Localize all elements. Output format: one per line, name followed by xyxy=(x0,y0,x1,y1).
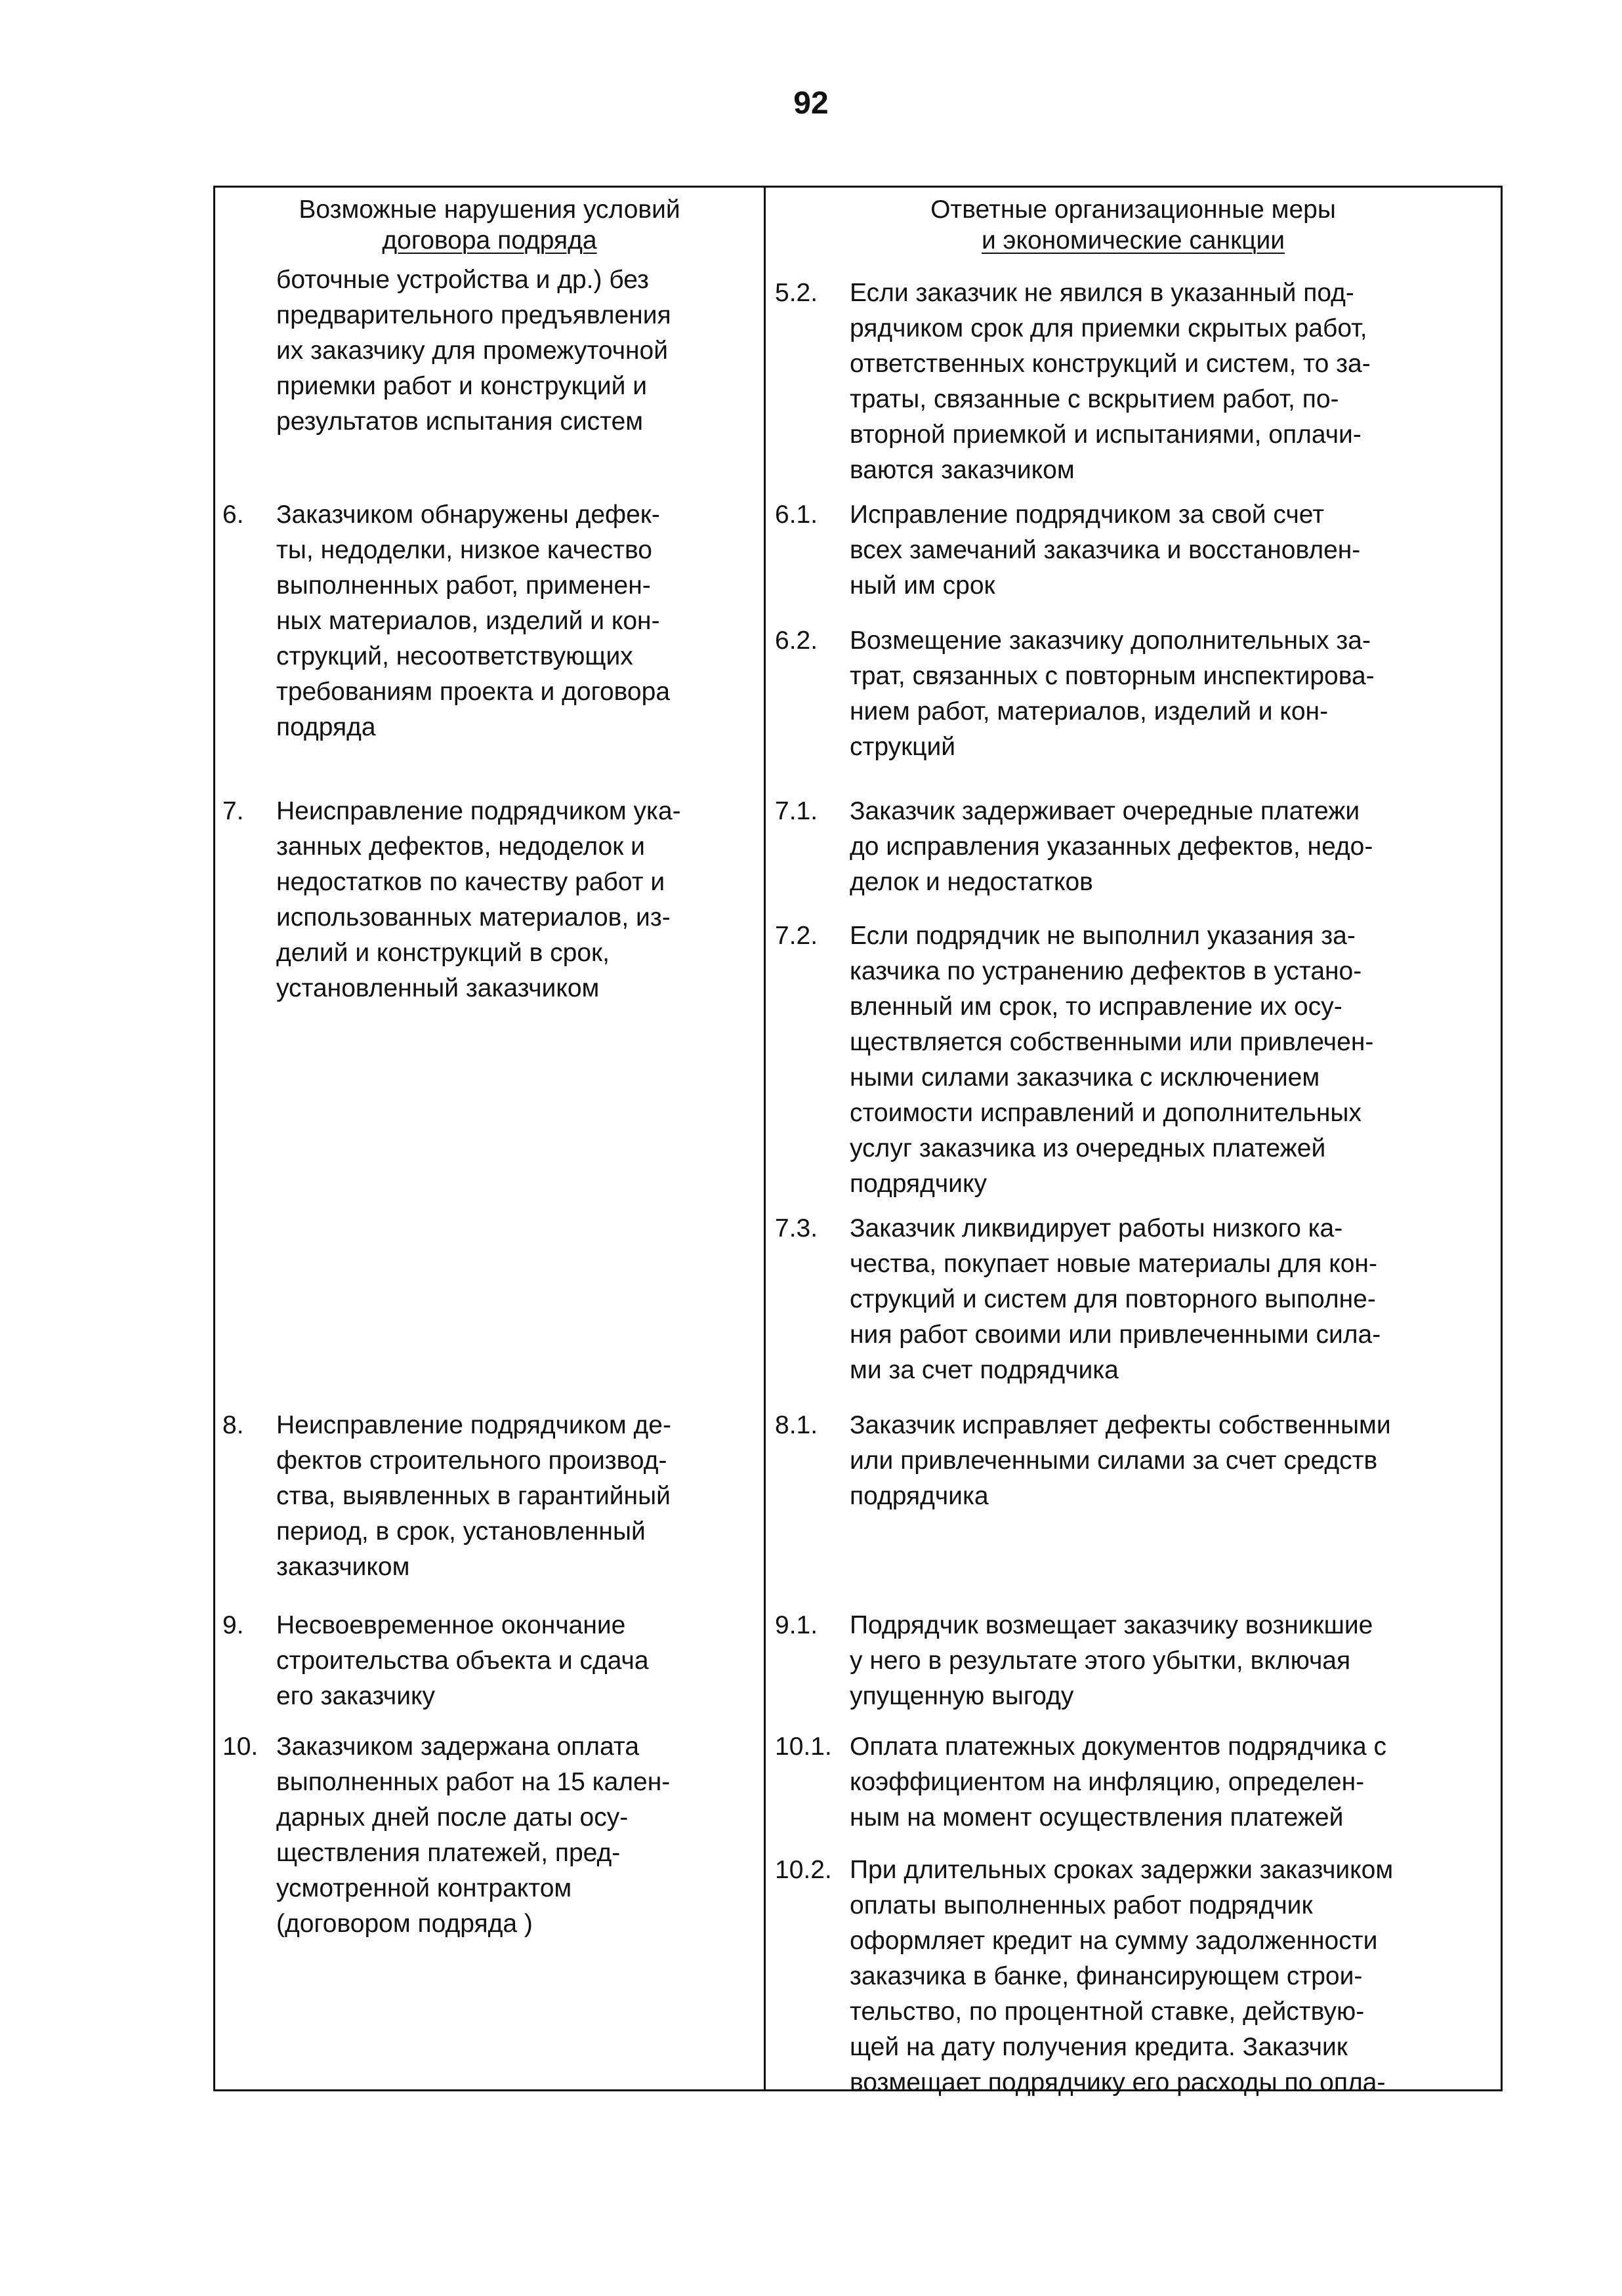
text-line: коэффициентом на инфляцию, определен- xyxy=(850,1768,1365,1796)
item-number: 6. xyxy=(222,501,244,529)
text-line: боточные устройства и др.) без xyxy=(276,266,649,294)
item-number: 7.3. xyxy=(775,1214,818,1242)
text-line: траты, связанные с вскрытием работ, по- xyxy=(850,385,1339,413)
text-line: ты, недоделки, низкое качество xyxy=(276,536,652,564)
text-line: выполненных работ на 15 кален- xyxy=(276,1768,671,1796)
violation-item xyxy=(222,1729,671,1942)
header-violations xyxy=(215,188,764,258)
item-number: 8.1. xyxy=(775,1411,818,1439)
text-line: трат, связанных с повторным инспектирова- xyxy=(850,662,1375,690)
text-line: ния работ своими или привлеченными сила- xyxy=(850,1321,1381,1349)
item-number: 9.1. xyxy=(775,1611,818,1639)
text-line: Заказчик исправляет дефекты собственными xyxy=(850,1411,1391,1439)
item-number: 10.2. xyxy=(775,1856,832,1884)
text-line: результатов испытания систем xyxy=(276,407,644,436)
measure-item xyxy=(775,1608,1373,1714)
text-line: вторной приемкой и испытаниями, оплачи- xyxy=(850,420,1362,449)
header-line: договора подряда xyxy=(382,226,597,255)
text-line: нием работ, материалов, изделий и кон- xyxy=(850,697,1329,726)
text-line: Заказчиком обнаружены дефек- xyxy=(276,501,660,529)
text-line: требованиям проекта и договора xyxy=(276,678,671,706)
text-line: ми за счет подрядчика xyxy=(850,1356,1119,1384)
text-line: оформляет кредит на сумму задолженности xyxy=(850,1927,1378,1955)
text-line: выполненных работ, применен- xyxy=(276,571,651,600)
measure-item xyxy=(775,276,1371,488)
text-line: вленный им срок, то исправление их осу- xyxy=(850,993,1342,1021)
text-line: ный им срок xyxy=(850,571,995,600)
text-line: ства, выявленных в гарантийный xyxy=(276,1482,671,1510)
text-line: строительства объекта и сдача xyxy=(276,1647,649,1675)
text-line: щей на дату получения кредита. Заказчик xyxy=(850,2033,1348,2061)
page-number: 92 xyxy=(793,86,829,121)
text-line: Неисправление подрядчиком ука- xyxy=(276,797,681,825)
text-line: дарных дней после даты осу- xyxy=(276,1803,629,1832)
text-line: Оплата платежных документов подрядчика с xyxy=(850,1732,1386,1761)
text-line: заказчика в банке, финансирующем строи- xyxy=(850,1962,1363,1990)
text-line: до исправления указанных дефектов, недо- xyxy=(850,832,1373,861)
measure-item xyxy=(775,1408,1391,1514)
text-line: рядчиком срок для приемки скрытых работ, xyxy=(850,314,1367,342)
text-line: Возмещение заказчику дополнительных за- xyxy=(850,626,1371,655)
measure-item xyxy=(775,623,1375,765)
item-number: 6.1. xyxy=(775,501,818,529)
item-number: 7.1. xyxy=(775,797,818,825)
text-line: предварительного предъявления xyxy=(276,301,671,329)
violation-item xyxy=(222,794,681,1006)
text-line: недостатков по качеству работ и xyxy=(276,868,665,896)
item-number: 9. xyxy=(222,1611,244,1639)
measure-item xyxy=(775,1729,1386,1835)
text-line: возмещает подрядчику его расходы по опла- xyxy=(850,2068,1386,2097)
item-number: 7.2. xyxy=(775,922,818,950)
text-line: ваются заказчиком xyxy=(850,456,1075,484)
item-number: 10. xyxy=(222,1732,259,1761)
violation-item xyxy=(222,497,671,745)
text-line: делок и недостатков xyxy=(850,868,1093,896)
text-line: Заказчик задерживает очередные платежи xyxy=(850,797,1360,825)
text-line: Заказчик ликвидирует работы низкого ка- xyxy=(850,1214,1343,1242)
text-line: тельство, по процентной ставке, действую- xyxy=(850,1998,1365,2026)
text-line: стоимости исправлений и дополнительных xyxy=(850,1099,1362,1127)
measure-item xyxy=(775,1211,1381,1388)
text-line: ществления платежей, пред- xyxy=(276,1839,621,1867)
violation-item xyxy=(222,1608,649,1714)
text-line: их заказчику для промежуточной xyxy=(276,337,669,365)
text-line: ответственных конструкций и систем, то за- xyxy=(850,350,1371,378)
header-line: и экономические санкции xyxy=(981,226,1285,255)
text-line: Несвоевременное окончание xyxy=(276,1611,626,1639)
text-line: чества, покупает новые материалы для кон- xyxy=(850,1250,1377,1278)
text-line: Если заказчик не явился в указанный под- xyxy=(850,279,1354,307)
text-line: фектов строительного производ- xyxy=(276,1446,667,1475)
text-line: его заказчику xyxy=(276,1682,436,1710)
measure-item xyxy=(775,497,1361,604)
text-line: Подрядчик возмещает заказчику возникшие xyxy=(850,1611,1373,1639)
text-line: казчика по устранению дефектов в устано- xyxy=(850,957,1362,985)
text-line: услуг заказчика из очередных платежей xyxy=(850,1134,1326,1162)
text-line: или привлеченными силами за счет средств xyxy=(850,1446,1378,1475)
text-line: у него в результате этого убытки, включая xyxy=(850,1647,1351,1675)
measure-item xyxy=(775,918,1374,1202)
text-line: подряда xyxy=(276,713,376,741)
text-line: Неисправление подрядчиком де- xyxy=(276,1411,671,1439)
item-number: 8. xyxy=(222,1411,244,1439)
violation-item xyxy=(276,262,671,440)
text-line: заказчиком xyxy=(276,1553,410,1581)
text-line: усмотренной контрактом xyxy=(276,1874,572,1902)
text-line: Если подрядчик не выполнил указания за- xyxy=(850,922,1356,950)
violation-item xyxy=(222,1408,671,1585)
text-line: упущенную выгоду xyxy=(850,1682,1074,1710)
text-line: делий и конструкций в срок, xyxy=(276,939,610,967)
header-measures xyxy=(766,188,1501,258)
column-divider xyxy=(764,188,766,2089)
text-line: подрядчика xyxy=(850,1482,989,1510)
measure-item xyxy=(775,794,1373,900)
text-line: ных материалов, изделий и кон- xyxy=(276,607,660,635)
text-line: ществляется собственными или привлечен- xyxy=(850,1028,1374,1056)
text-line: использованных материалов, из- xyxy=(276,903,671,932)
text-line: При длительных сроках задержки заказчиком xyxy=(850,1856,1394,1884)
measure-item xyxy=(775,1853,1394,2101)
text-line: Исправление подрядчиком за свой счет xyxy=(850,501,1325,529)
item-number: 6.2. xyxy=(775,626,818,655)
text-line: струкций и систем для повторного выполне- xyxy=(850,1285,1376,1313)
item-number: 5.2. xyxy=(775,279,818,307)
text-line: ным на момент осуществления платежей xyxy=(850,1803,1344,1832)
header-line: Возможные нарушения условий xyxy=(299,195,680,224)
header-line: Ответные организационные меры xyxy=(930,195,1336,224)
text-line: струкций, несоответствующих xyxy=(276,642,633,670)
text-line: подрядчику xyxy=(850,1170,987,1198)
violations-measures-table xyxy=(213,186,1503,2097)
text-line: Заказчиком задержана оплата xyxy=(276,1732,640,1761)
text-line: приемки работ и конструкций и xyxy=(276,372,648,400)
text-line: занных дефектов, недоделок и xyxy=(276,832,645,861)
item-number: 7. xyxy=(222,797,244,825)
text-line: струкций xyxy=(850,733,956,761)
text-line: период, в срок, установленный xyxy=(276,1517,646,1546)
text-line: всех замечаний заказчика и восстановлен- xyxy=(850,536,1361,564)
text-line: установленный заказчиком xyxy=(276,974,600,1002)
text-line: ными силами заказчика с исключением xyxy=(850,1063,1320,1092)
item-number: 10.1. xyxy=(775,1732,832,1761)
text-line: (договором подряда ) xyxy=(276,1910,533,1938)
text-line: оплаты выполненных работ подрядчик xyxy=(850,1891,1313,1919)
